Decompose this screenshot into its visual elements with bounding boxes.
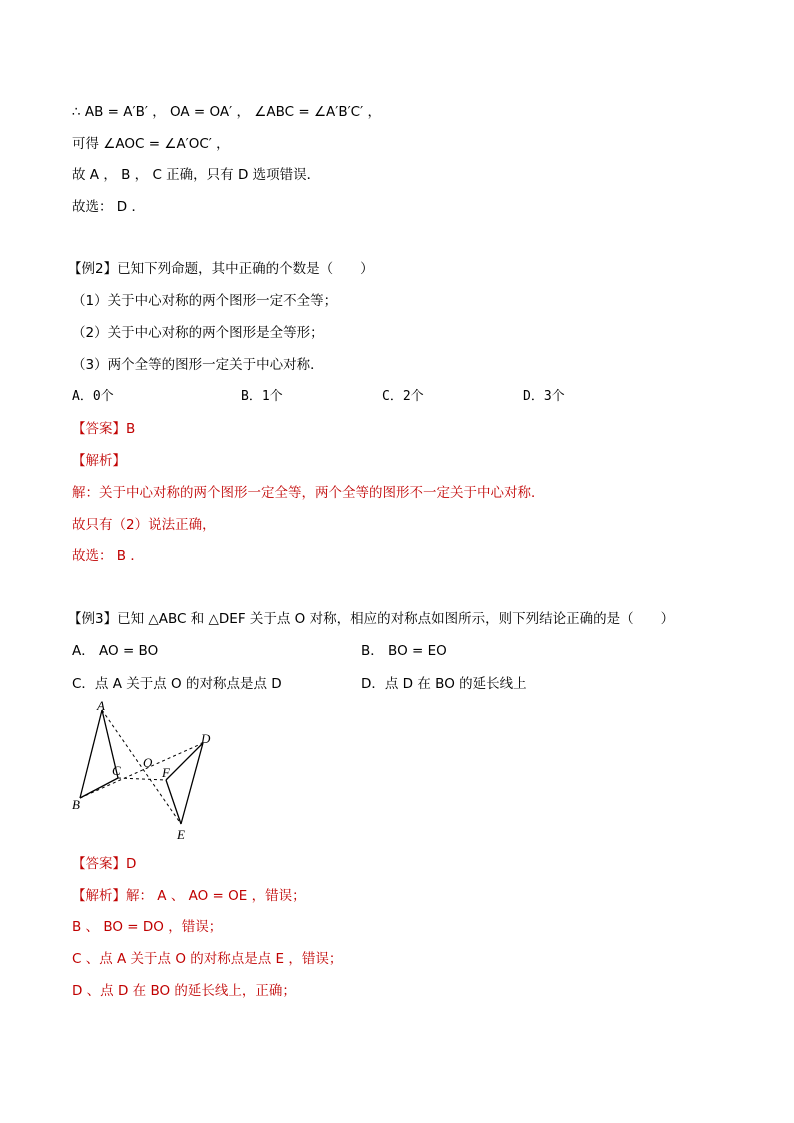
dashed-cf [118,778,166,780]
example2-analysis-title: 【解析】 [72,453,126,469]
example2-statement-1: （1）关于中心对称的两个图形一定不全等； [72,293,338,309]
example3-option-b: B． BO = EO [361,643,447,659]
label-d: D [201,731,211,746]
example2-answer: 【答案】B [72,421,136,437]
example2-statement-3: （3）两个全等的图形一定关于中心对称． [72,357,324,373]
example3-option-c: C．点 A 关于点 O 的对称点是点 D [72,676,282,692]
label-b: B [72,797,80,812]
example2-option-a: A．0个 [72,389,114,404]
example2-analysis-3: 故选： B ． [72,548,144,564]
segment-ef [166,780,181,824]
prev-line-2: 可得 ∠AOC = ∠A′OC′ ， [72,136,230,152]
example2-analysis-2: 故只有（2）说法正确， [72,517,216,533]
example2-option-d: D．3个 [523,389,565,404]
label-c: C [112,763,121,778]
example2-question: 【例2】已知下列命题，其中正确的个数是（ ） [68,261,374,277]
prev-line-4: 故选： D ． [72,199,145,215]
example3-analysis-4: D 、点 D 在 BO 的延长线上，正确； [72,983,296,999]
example2-analysis-1: 解：关于中心对称的两个图形一定全等，两个全等的图形不一定关于中心对称． [72,485,545,501]
segment-de [181,743,203,824]
example3-option-a: A． AO = BO [72,643,159,659]
example2-option-c: C．2个 [382,389,424,404]
prev-line-3: 故 A ， B ， C 正确，只有 D 选项错误． [72,167,321,183]
example3-option-d: D．点 D 在 BO 的延长线上 [361,676,527,692]
prev-line-1: ∴ AB = A′B′ ， OA = OA′ ， ∠ABC = ∠A′B′C′ ， [72,104,381,120]
example3-answer: 【答案】D [72,856,137,872]
example2-option-b: B．1个 [241,389,283,404]
example3-question: 【例3】已知 △ABC 和 △DEF 关于点 O 对称，相应的对称点如图所示，则下列结论正确的是（ ） [68,611,675,627]
example3-analysis-2: B 、 BO = DO ，错误； [72,919,223,935]
dashed-bd [80,743,203,798]
segment-ab [80,710,102,798]
example3-analysis-1: 【解析】解： A 、 AO = OE ，错误； [72,888,306,904]
example3-analysis-3: C 、点 A 关于点 O 的对称点是点 E ，错误； [72,951,343,967]
label-a: A [97,698,105,713]
symmetry-figure [68,698,218,844]
label-o: O [143,755,153,770]
label-f: F [162,765,170,780]
label-e: E [177,827,185,842]
example2-statement-2: （2）关于中心对称的两个图形是全等形； [72,325,324,341]
